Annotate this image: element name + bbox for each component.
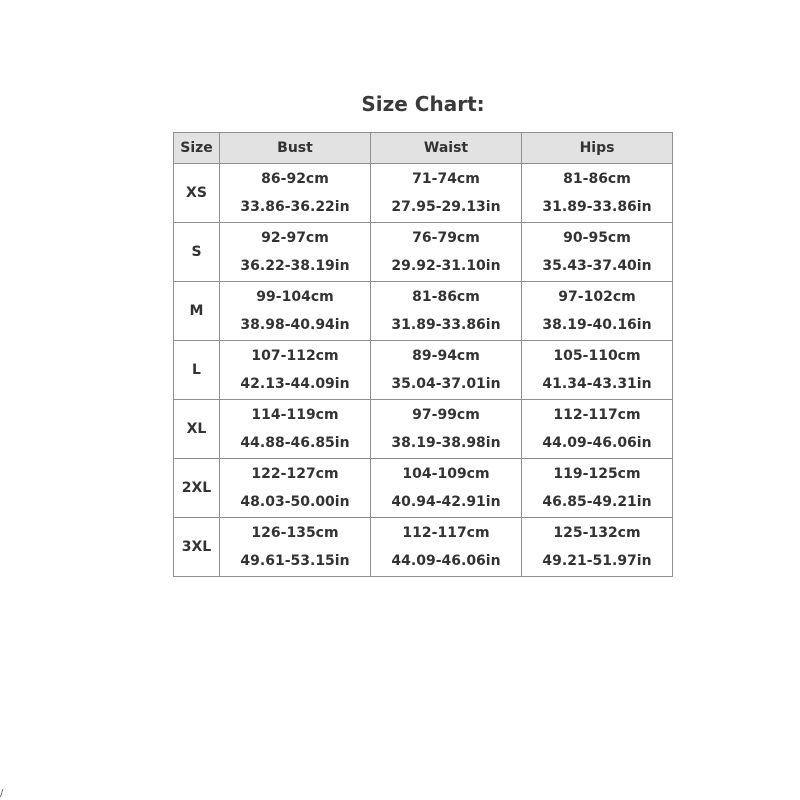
hips-cm: 81-86cm [563, 171, 631, 187]
waist-cell [371, 164, 522, 223]
waist-cell [371, 400, 522, 459]
table-body [174, 164, 673, 577]
waist-cm: 112-117cm [402, 525, 490, 541]
waist-in: 31.89-33.86in [391, 317, 501, 333]
hips-cell [522, 459, 673, 518]
bust-in: 33.86-36.22in [240, 199, 350, 215]
hips-cm: 112-117cm [553, 407, 641, 423]
hips-in: 31.89-33.86in [542, 199, 652, 215]
size-cell: 3XL [174, 518, 220, 577]
waist-cm: 104-109cm [402, 466, 490, 482]
header-bust: Bust [220, 133, 371, 164]
hips-in: 35.43-37.40in [542, 258, 652, 274]
table-row [174, 518, 673, 577]
waist-cell [371, 459, 522, 518]
size-cell: M [174, 282, 220, 341]
waist-in: 29.92-31.10in [391, 258, 501, 274]
table-row [174, 341, 673, 400]
hips-cell [522, 400, 673, 459]
waist-cell [371, 223, 522, 282]
header-row [174, 133, 673, 164]
header-waist: Waist [371, 133, 522, 164]
hips-in: 46.85-49.21in [542, 494, 652, 510]
bust-in: 49.61-53.15in [240, 553, 350, 569]
size-cell: L [174, 341, 220, 400]
bust-in: 44.88-46.85in [240, 435, 350, 451]
hips-cell [522, 164, 673, 223]
waist-in: 27.95-29.13in [391, 199, 501, 215]
waist-in: 35.04-37.01in [391, 376, 501, 392]
waist-cm: 97-99cm [412, 407, 480, 423]
bust-cell [220, 282, 371, 341]
bust-cell [220, 341, 371, 400]
bust-cell [220, 459, 371, 518]
size-cell: XS [174, 164, 220, 223]
waist-cm: 71-74cm [412, 171, 480, 187]
size-cell: 2XL [174, 459, 220, 518]
bust-in: 36.22-38.19in [240, 258, 350, 274]
table-row [174, 223, 673, 282]
bust-cell [220, 400, 371, 459]
bust-cm: 126-135cm [251, 525, 339, 541]
table-row [174, 282, 673, 341]
waist-in: 40.94-42.91in [391, 494, 501, 510]
corner-mark: / [0, 788, 4, 799]
header-size: Size [174, 133, 220, 164]
size-cell: XL [174, 400, 220, 459]
hips-cell [522, 282, 673, 341]
waist-cell [371, 341, 522, 400]
hips-cm: 90-95cm [563, 230, 631, 246]
hips-cell [522, 223, 673, 282]
page-title: Size Chart: [361, 92, 485, 116]
bust-cm: 86-92cm [261, 171, 329, 187]
bust-cm: 114-119cm [251, 407, 339, 423]
bust-cm: 122-127cm [251, 466, 339, 482]
hips-cm: 105-110cm [553, 348, 641, 364]
waist-cm: 81-86cm [412, 289, 480, 305]
hips-in: 49.21-51.97in [542, 553, 652, 569]
waist-cell [371, 282, 522, 341]
table-row [174, 164, 673, 223]
hips-in: 41.34-43.31in [542, 376, 652, 392]
table-row [174, 400, 673, 459]
waist-cm: 89-94cm [412, 348, 480, 364]
bust-in: 48.03-50.00in [240, 494, 350, 510]
table-row [174, 459, 673, 518]
header-hips: Hips [522, 133, 673, 164]
hips-in: 38.19-40.16in [542, 317, 652, 333]
bust-in: 42.13-44.09in [240, 376, 350, 392]
table-header [174, 133, 673, 164]
bust-cm: 92-97cm [261, 230, 329, 246]
size-cell: S [174, 223, 220, 282]
hips-cell [522, 518, 673, 577]
bust-cell [220, 518, 371, 577]
hips-cm: 119-125cm [553, 466, 641, 482]
hips-cm: 125-132cm [553, 525, 641, 541]
bust-cell [220, 223, 371, 282]
waist-in: 44.09-46.06in [391, 553, 501, 569]
bust-cm: 99-104cm [256, 289, 334, 305]
bust-cm: 107-112cm [251, 348, 339, 364]
bust-cell [220, 164, 371, 223]
waist-in: 38.19-38.98in [391, 435, 501, 451]
hips-in: 44.09-46.06in [542, 435, 652, 451]
hips-cm: 97-102cm [558, 289, 636, 305]
size-chart-table [173, 132, 673, 577]
waist-cell [371, 518, 522, 577]
waist-cm: 76-79cm [412, 230, 480, 246]
hips-cell [522, 341, 673, 400]
bust-in: 38.98-40.94in [240, 317, 350, 333]
